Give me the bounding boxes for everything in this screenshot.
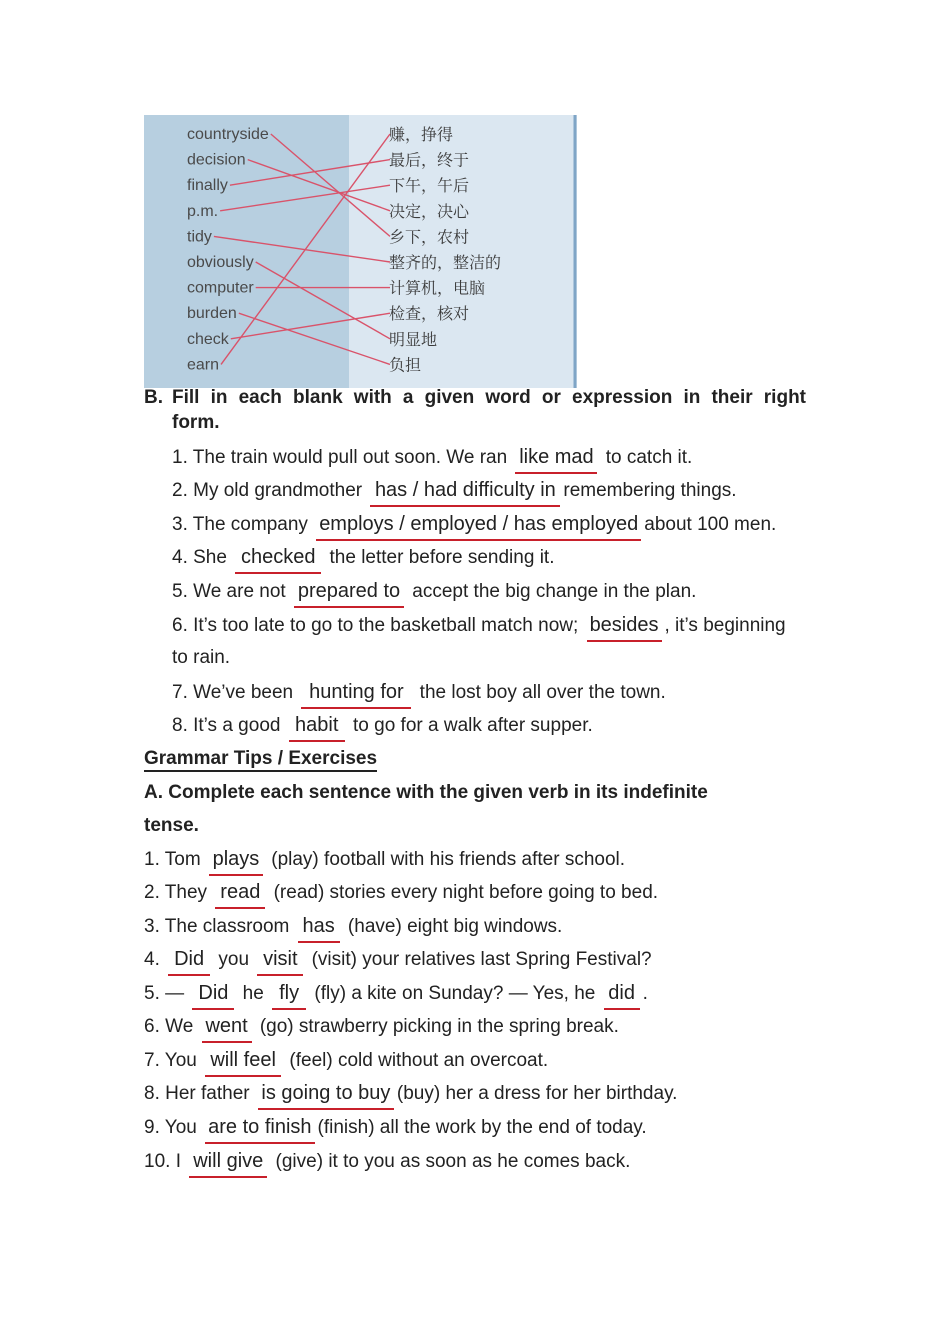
- answer-blank: visit: [257, 948, 303, 970]
- exercise-10: 10. I will give (give) it to you as soon as he comes back.: [144, 1150, 631, 1172]
- answer-blank: fly: [272, 982, 306, 1004]
- answer-blank: besides: [587, 614, 662, 636]
- answer-blank: went: [202, 1015, 252, 1037]
- answer-blank: employs / employed / has employed: [316, 513, 641, 535]
- answer-blank: hunting for: [301, 681, 411, 703]
- section-b-item: 1. The train would pull out soon. We ran like mad to catch it.: [172, 446, 693, 468]
- exercise-2: 2. They read (read) stories every night before going to bed.: [144, 881, 659, 903]
- grammar-heading: Grammar Tips / Exercises: [144, 748, 377, 770]
- matching-chinese-meaning: 赚，挣得: [389, 125, 454, 144]
- section-b-item: 6. It’s too late to go to the basketball match now; besides , it’s beginning: [172, 614, 786, 636]
- matching-chinese-meaning: 整齐的，整洁的: [389, 253, 502, 272]
- grammar-title-cont: tense.: [144, 815, 199, 836]
- answer-blank: habit: [289, 714, 345, 736]
- section-b-item: 8. It’s a good habit to go for a walk after supper.: [172, 714, 593, 736]
- matching-english-word: earn: [187, 356, 220, 374]
- matching-english-word: tidy: [187, 228, 212, 246]
- exercise-6: 6. We went (go) strawberry picking in the spring break.: [144, 1015, 619, 1037]
- exercise-1: 1. Tom plays (play) football with his friends after school.: [144, 848, 626, 870]
- answer-blank: has / had difficulty in: [370, 479, 560, 501]
- section-b-item: 4. She checked the letter before sending it.: [172, 546, 555, 568]
- answer-blank: is going to buy: [258, 1082, 394, 1104]
- section-b-label: B.: [144, 387, 163, 408]
- section-b-title: Fill in each blank with a given word or expression in their right: [172, 387, 806, 408]
- matching-english-word: countryside: [187, 126, 269, 143]
- section-b-item: 3. The company employs / employed / has employed about 100 men.: [172, 513, 777, 535]
- matching-chinese-meaning: 负担: [389, 355, 422, 375]
- matching-chinese-meaning: 最后，终于: [389, 150, 470, 170]
- answer-blank: has: [298, 915, 340, 937]
- answer-blank: will give: [189, 1150, 267, 1172]
- section-b-item: to rain.: [172, 647, 231, 668]
- exercise-9: 9. You are to finish (finish) all the work by the end of today.: [144, 1116, 647, 1138]
- matching-english-word: check: [187, 330, 229, 348]
- matching-chinese-meaning: 计算机，电脑: [389, 278, 486, 298]
- answer-blank: checked: [235, 546, 321, 568]
- section-b-item: 2. My old grandmother has / had difficulty in remembering things.: [172, 479, 737, 501]
- matching-chinese-meaning: 下午，午后: [389, 176, 470, 196]
- answer-blank: Did: [192, 982, 234, 1004]
- answer-blank: plays: [209, 848, 263, 870]
- exercise-8: 8. Her father is going to buy (buy) her a dress for her birthday.: [144, 1082, 678, 1104]
- matching-figure: [144, 115, 577, 388]
- matching-chinese-meaning: 决定，决心: [389, 201, 470, 221]
- answer-blank: read: [215, 881, 265, 903]
- matching-chinese-meaning: 乡下，农村: [389, 227, 470, 247]
- answer-blank: are to finish: [205, 1116, 314, 1138]
- exercise-4: 4. Did you visit (visit) your relatives last Spring Festival?: [144, 948, 652, 970]
- section-b-title-cont: form.: [172, 412, 220, 433]
- matching-english-word: computer: [187, 279, 254, 297]
- matching-english-word: burden: [187, 305, 237, 323]
- answer-blank: will feel: [205, 1049, 281, 1071]
- matching-english-word: finally: [187, 177, 228, 195]
- section-b-item: 5. We are not prepared to accept the big change in the plan.: [172, 580, 697, 602]
- exercise-3: 3. The classroom has (have) eight big windows.: [144, 915, 563, 937]
- grammar-title: A. Complete each sentence with the given verb in its indefinite: [144, 782, 708, 803]
- answer-blank: prepared to: [294, 580, 404, 602]
- answer-blank: did: [604, 982, 640, 1004]
- section-b-item: 7. We’ve been hunting for the lost boy all over the town.: [172, 681, 666, 703]
- matching-chinese-meaning: 检查，核对: [389, 304, 470, 324]
- matching-chinese-meaning: 明显地: [389, 329, 438, 349]
- answer-blank: Did: [168, 948, 210, 970]
- answer-blank: like mad: [515, 446, 597, 468]
- matching-english-word: decision: [187, 151, 246, 169]
- exercise-7: 7. You will feel (feel) cold without an overcoat.: [144, 1049, 549, 1071]
- exercise-5: 5. — Did he fly (fly) a kite on Sunday? — Yes, he did .: [144, 982, 648, 1004]
- matching-english-word: p.m.: [187, 202, 219, 220]
- matching-english-word: obviously: [187, 254, 254, 271]
